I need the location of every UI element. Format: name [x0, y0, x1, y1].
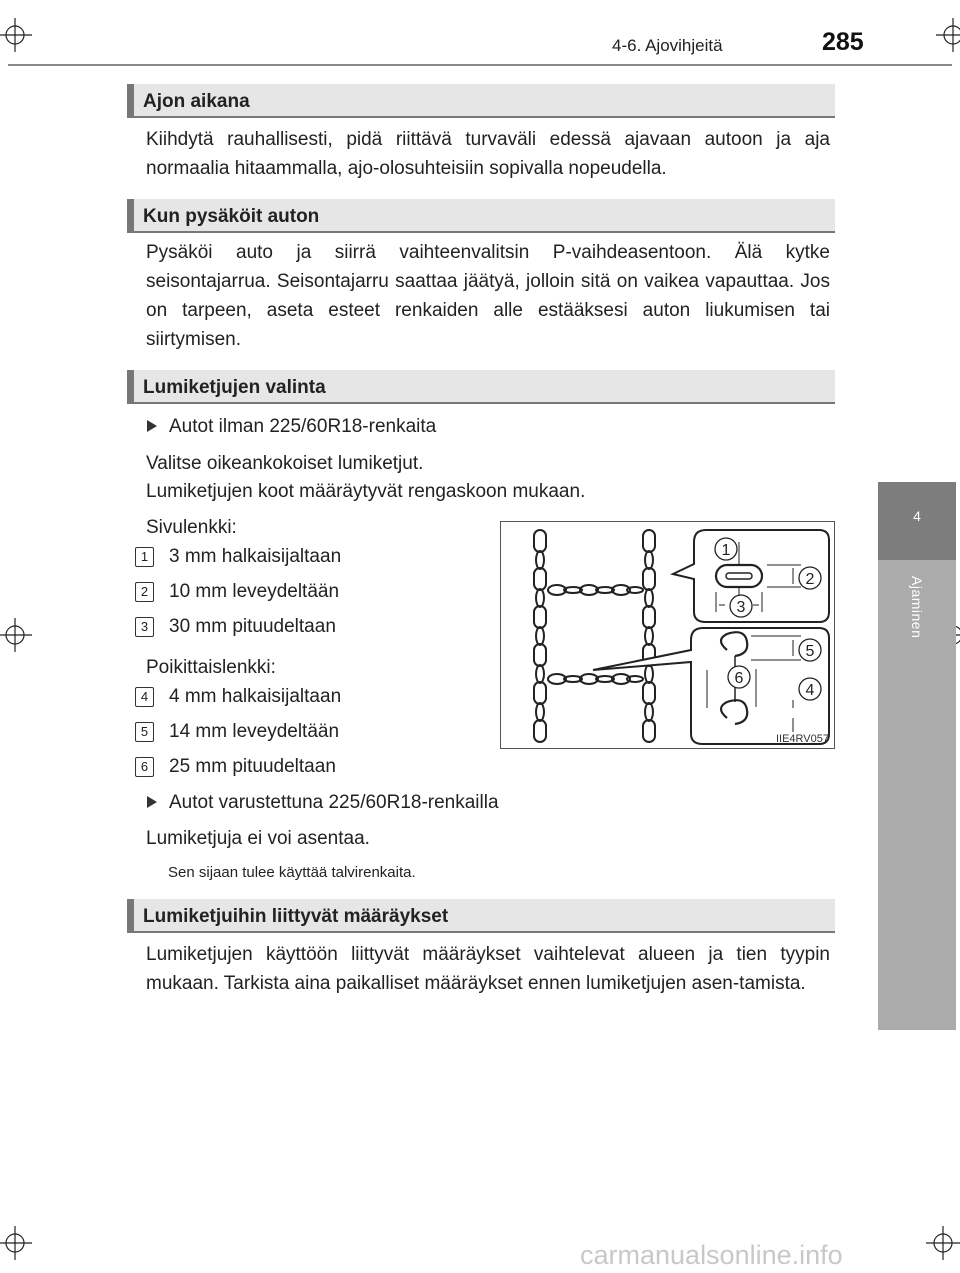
callout-3-label: 3 — [736, 599, 746, 616]
cross-link-detail-balloon — [593, 628, 829, 744]
heading-text: Lumiketjuihin liittyvät määräykset — [143, 906, 449, 927]
upper-cross-chain — [548, 585, 643, 595]
select-line-2: Lumiketjujen koot määräytyvät rengaskoon mukaan. — [146, 481, 586, 502]
callout-5-label: 5 — [805, 643, 815, 660]
heading-text: Kun pysäköit auton — [143, 206, 320, 227]
section-heading-chain-selection — [127, 370, 835, 404]
section-heading-regulations — [127, 899, 835, 933]
bullet-triangle-icon — [147, 796, 157, 808]
registration-mark-icon — [0, 1226, 32, 1260]
side-item-text: 30 mm pituudeltaan — [169, 616, 336, 637]
heading-bar — [127, 84, 134, 118]
section-title: 4-6. Ajovihjeitä — [612, 36, 723, 55]
chapter-tab — [878, 482, 956, 560]
heading-text: Ajon aikana — [143, 91, 250, 112]
diagram-code: IIE4RV057 — [775, 733, 829, 745]
chapter-number: 4 — [913, 508, 921, 524]
right-vertical-chain — [643, 530, 655, 742]
note-text: Sen sijaan tulee käyttää talvirenkaita. — [168, 864, 416, 881]
cross-item-text: 14 mm leveydeltään — [169, 721, 340, 742]
section-heading-driving — [127, 84, 835, 118]
lower-cross-chain — [548, 674, 643, 684]
driving-text: Kiihdytä rauhallisesti, pidä riittävä turvaväli edessä ajavaan autoon ja aja normaalia hitaammalla, ajo-olosuhteisiin sopivalla nopeudella. — [146, 129, 830, 179]
chapter-side-strip — [878, 560, 956, 1030]
left-vertical-chain — [534, 530, 546, 742]
callout-number: 4 — [135, 687, 154, 707]
snow-chain-illustration — [501, 522, 836, 750]
select-line-1: Valitse oikeankokoiset lumiketjut. — [146, 453, 424, 474]
snow-chain-diagram — [500, 521, 835, 749]
callout-1-label: 1 — [721, 542, 731, 559]
bullet-triangle-icon — [147, 420, 157, 432]
callout-number: 3 — [135, 617, 154, 637]
bullet-with-tires: Autot varustettuna 225/60R18-renkailla — [169, 792, 499, 813]
side-item-text: 10 mm leveydeltään — [169, 581, 340, 602]
page-number: 285 — [822, 28, 864, 56]
side-link-label: Sivulenkki: — [146, 517, 237, 538]
cannot-install-text: Lumiketjuja ei voi asentaa. — [146, 828, 370, 849]
heading-bar — [127, 199, 134, 233]
registration-mark-icon — [926, 1226, 960, 1260]
registration-mark-icon — [936, 18, 960, 52]
callout-number: 5 — [135, 722, 154, 742]
header-divider — [8, 64, 952, 66]
registration-mark-icon — [0, 618, 32, 652]
chapter-title: Ajaminen — [909, 576, 925, 639]
side-item-text: 3 mm halkaisijaltaan — [169, 546, 342, 567]
parking-text: Pysäköi auto ja siirrä vaihteenvalitsin P-vaihdeasentoon. Älä kytke seisontajarrua. Seisontajarru saattaa jäätyä, jolloin sitä on vaikea vapauttaa. Jos on tarpeen, aseta esteet renkaiden alle estääksesi auton liukumisen tai siirtymisen. — [146, 242, 830, 350]
section-heading-parking — [127, 199, 835, 233]
watermark: carmanualsonline.info — [580, 1240, 843, 1270]
cross-item-text: 4 mm halkaisijaltaan — [169, 686, 342, 707]
callout-2-label: 2 — [805, 571, 815, 588]
heading-bar — [127, 370, 134, 404]
callout-number: 2 — [135, 582, 154, 602]
registration-mark-icon — [0, 18, 32, 52]
heading-bar — [127, 899, 134, 933]
bullet-without-tires: Autot ilman 225/60R18-renkaita — [169, 416, 437, 437]
cross-link-label: Poikittaislenkki: — [146, 657, 276, 678]
callout-number: 6 — [135, 757, 154, 777]
callout-4-label: 4 — [805, 682, 815, 699]
regulations-text: Lumiketjujen käyttöön liittyvät määräykset vaihtelevat alueen ja tien tyypin mukaan. Tarkista aina paikalliset määräykset ennen lumiketjujen asen-tamista. — [146, 944, 830, 994]
callout-6-label: 6 — [734, 670, 744, 687]
heading-text: Lumiketjujen valinta — [143, 377, 326, 398]
callout-number: 1 — [135, 547, 154, 567]
cross-item-text: 25 mm pituudeltaan — [169, 756, 336, 777]
